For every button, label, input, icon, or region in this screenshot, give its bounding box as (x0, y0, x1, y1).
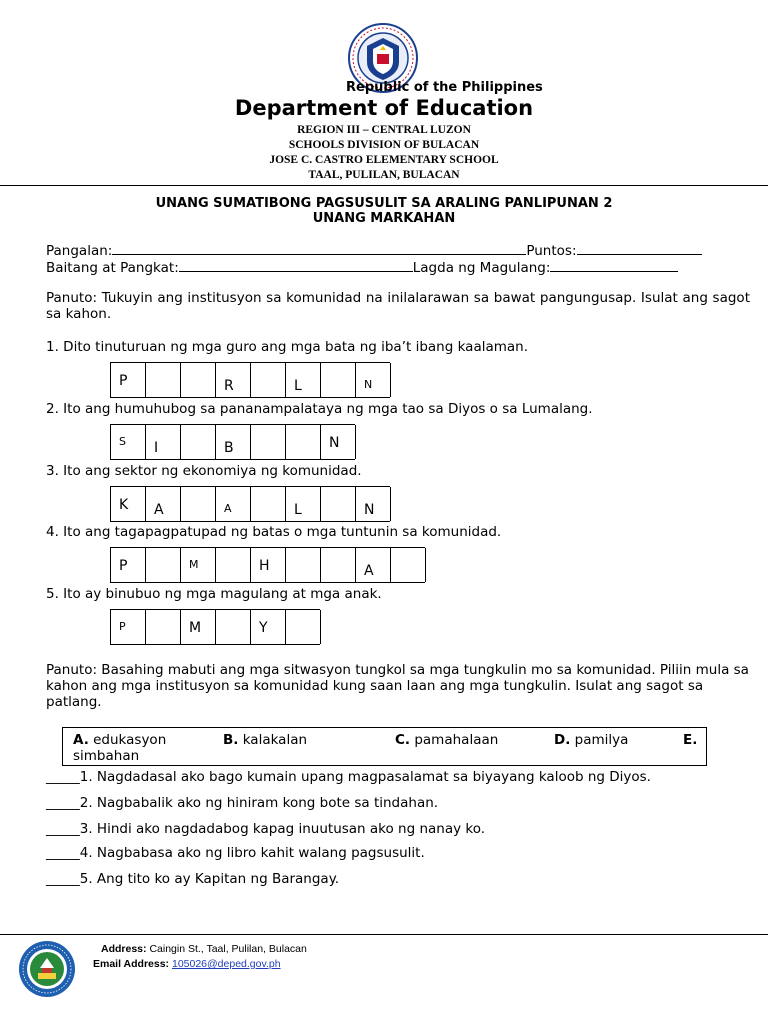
letter-cell[interactable]: I (146, 425, 181, 459)
letter-cell[interactable]: P (111, 548, 146, 582)
region-line: REGION III – CENTRAL LUZON (297, 124, 471, 136)
letter-cell[interactable] (146, 548, 181, 582)
email-link[interactable]: 105026@deped.gov.ph (171, 958, 281, 970)
letter-cell[interactable]: A (146, 487, 181, 521)
address-label: Address: (101, 943, 147, 955)
footer-email (93, 958, 281, 970)
part2-instructions: Panuto: Basahing mabuti ang mga sitwasyon tungkol sa mga tungkulin mo sa komunidad. Piliin mula sa kahon ang mga institusyon sa komunidad kung saan laan ang mga tungkulin. Isulat ang sagot sa patlang. (46, 662, 749, 710)
situation-4: _____4. Nagbabasa ako ng libro kahit walang pagsusulit. (46, 845, 425, 861)
letter-cell[interactable]: R (216, 363, 251, 397)
score-label: Puntos: (526, 243, 577, 259)
question-3: 3. Ito ang sektor ng ekonomiya ng komunidad. (46, 463, 362, 479)
letter-cell[interactable]: L (286, 487, 321, 521)
name-blank[interactable] (112, 242, 526, 255)
letter-cell[interactable]: L (286, 363, 321, 397)
question-2: 2. Ito ang humuhubog sa pananampalataya ng mga tao sa Diyos o sa Lumalang. (46, 401, 593, 417)
answer-box-2[interactable] (110, 424, 355, 460)
situation-1: _____1. Nagdadasal ako bago kumain upang magpasalamat sa biyayang kaloob ng Diyos. (46, 769, 651, 785)
letter-cell[interactable]: M (181, 610, 216, 644)
choice-b: B. kalakalan (223, 732, 308, 748)
address-value: Caingin St., Taal, Pulilan, Bulacan (149, 943, 307, 955)
letter-cell[interactable]: N (356, 363, 391, 397)
footer-address (101, 943, 307, 955)
letter-cell[interactable]: K (111, 487, 146, 521)
header-divider (0, 185, 768, 186)
letter-cell[interactable] (251, 487, 286, 521)
email-label: Email Address: (93, 958, 170, 970)
choice-a: A. edukasyon (73, 732, 167, 748)
question-4: 4. Ito ang tagapagpatupad ng batas o mga tuntunin sa komunidad. (46, 524, 502, 540)
choice-c: C. pamahalaan (395, 732, 499, 748)
letter-cell[interactable] (321, 363, 356, 397)
situation-5: _____5. Ang tito ko ay Kapitan ng Barangay. (46, 871, 340, 887)
letter-cell[interactable]: P (111, 610, 146, 644)
parent-signature-blank[interactable] (550, 259, 678, 272)
question-5: 5. Ito ay binubuo ng mga magulang at mga anak. (46, 586, 382, 602)
letter-cell[interactable] (286, 610, 321, 644)
name-label: Pangalan: (46, 243, 113, 259)
grade-blank[interactable] (179, 259, 413, 272)
letter-cell[interactable]: Y (251, 610, 286, 644)
letter-cell[interactable] (146, 610, 181, 644)
department-title: Department of Education (234, 96, 534, 120)
letter-cell[interactable] (286, 425, 321, 459)
parent-signature-label: Lagda ng Magulang: (412, 260, 551, 276)
letter-cell[interactable] (286, 548, 321, 582)
choice-e-letter: E. (683, 732, 698, 748)
letter-cell[interactable] (321, 487, 356, 521)
grade-field-row (46, 259, 678, 276)
letter-cell[interactable] (181, 425, 216, 459)
school-line: JOSE C. CASTRO ELEMENTARY SCHOOL (269, 154, 499, 166)
school-seal-logo (18, 940, 76, 998)
letter-cell[interactable] (181, 487, 216, 521)
division-line: SCHOOLS DIVISION OF BULACAN (288, 139, 480, 151)
republic-heading: Republic of the Philippines (346, 80, 543, 95)
letter-cell[interactable] (181, 363, 216, 397)
letter-cell[interactable] (251, 363, 286, 397)
exam-title-block (0, 196, 768, 226)
exam-title: UNANG SUMATIBONG PAGSUSULIT SA ARALING PANLIPUNAN 2 (155, 196, 613, 211)
address-line: TAAL, PULILAN, BULACAN (308, 169, 460, 181)
choice-e-label: simbahan (73, 748, 140, 764)
letter-cell[interactable]: H (251, 548, 286, 582)
choices-box (62, 727, 707, 766)
score-blank[interactable] (577, 242, 702, 255)
letter-cell[interactable]: M (181, 548, 216, 582)
letter-cell[interactable] (251, 425, 286, 459)
situation-2: _____2. Nagbabalik ako ng hiniram kong bote sa tindahan. (46, 795, 439, 811)
letter-cell[interactable] (391, 548, 426, 582)
name-field-row (46, 242, 702, 259)
letter-cell[interactable]: P (111, 363, 146, 397)
question-1: 1. Dito tinuturuan ng mga guro ang mga bata ng iba’t ibang kaalaman. (46, 339, 529, 355)
letter-cell[interactable] (146, 363, 181, 397)
exam-subtitle: UNANG MARKAHAN (312, 211, 456, 226)
choice-d: D. pamilya (554, 732, 629, 748)
letter-cell[interactable]: A (356, 548, 391, 582)
answer-box-4[interactable] (110, 547, 425, 583)
letter-cell[interactable]: B (216, 425, 251, 459)
letter-cell[interactable]: A (216, 487, 251, 521)
letter-cell[interactable]: N (356, 487, 391, 521)
grade-label: Baitang at Pangkat: (46, 260, 179, 276)
letter-cell[interactable]: N (321, 425, 356, 459)
answer-box-1[interactable] (110, 362, 390, 398)
footer-divider (0, 934, 768, 935)
letter-cell[interactable]: S (111, 425, 146, 459)
answer-box-3[interactable] (110, 486, 390, 522)
situation-3: _____3. Hindi ako nagdadabog kapag inuutusan ako ng nanay ko. (46, 821, 486, 837)
letter-cell[interactable] (216, 610, 251, 644)
part1-instructions: Panuto: Tukuyin ang institusyon sa komunidad na inilalarawan sa bawat pangungusap. Isulat ang sagot sa kahon. (46, 290, 750, 322)
answer-box-5[interactable] (110, 609, 320, 645)
letter-cell[interactable] (216, 548, 251, 582)
letter-cell[interactable] (321, 548, 356, 582)
